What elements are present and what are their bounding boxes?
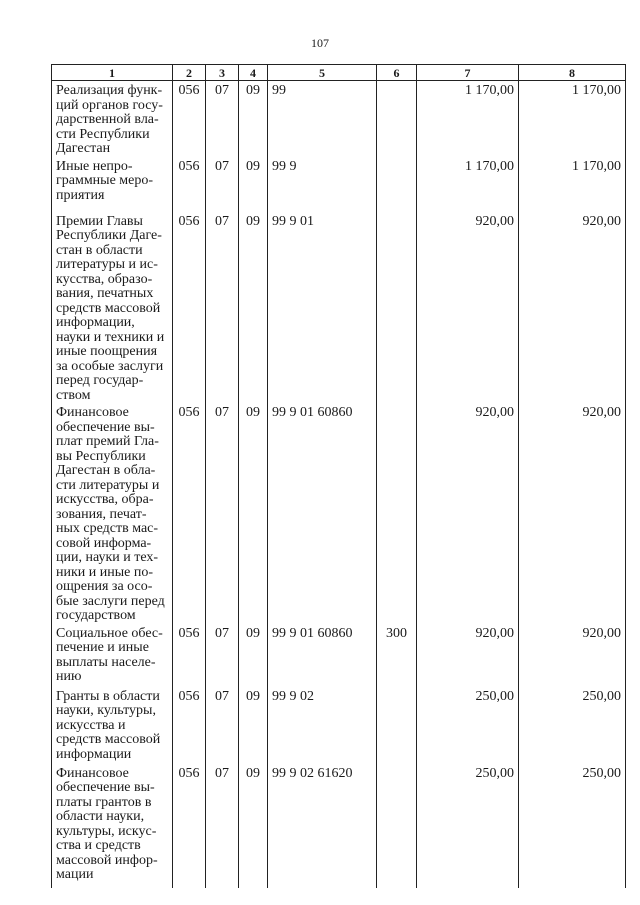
- expense-type-code: [377, 157, 417, 212]
- name-line: плат премий Гла-: [56, 434, 159, 449]
- name-line: ных средств мас-: [56, 521, 159, 536]
- name-line: Гранты в области: [56, 688, 160, 704]
- table-row: [52, 624, 626, 687]
- subsection-code: 09: [239, 212, 268, 404]
- name-line: культуры, искус-: [56, 823, 157, 839]
- amount-col8: 1 170,00: [519, 157, 626, 212]
- name-line: обеспечение вы-: [56, 419, 155, 435]
- name-line: области науки,: [56, 809, 145, 824]
- name-line: приятия: [56, 187, 105, 203]
- header-cell: 7: [417, 65, 519, 81]
- subsection-code: 09: [239, 624, 268, 687]
- ministry-code: 056: [173, 81, 206, 157]
- amount-col7: 250,00: [417, 764, 519, 888]
- name-line: ством: [56, 387, 91, 403]
- name-line: дарственной вла-: [56, 112, 159, 127]
- name-line: государством: [56, 608, 136, 623]
- table-row: [52, 764, 626, 888]
- name-line: Реализация функ-: [56, 83, 163, 98]
- name-line: ники и иные по-: [56, 564, 154, 580]
- name-line: граммные меро-: [56, 173, 154, 188]
- name-line: совой информа-: [56, 535, 152, 551]
- name-line: кусства, образо-: [56, 271, 153, 287]
- subsection-code: 09: [239, 403, 268, 624]
- table-row: [52, 81, 626, 157]
- name-line: Финансовое: [56, 405, 129, 420]
- name-line: Социальное обес-: [56, 625, 163, 641]
- header-cell: 1: [52, 65, 173, 81]
- expense-type-code: [377, 764, 417, 888]
- ministry-code: 056: [173, 403, 206, 624]
- name-line: средств массовой: [56, 732, 161, 747]
- item-name: [52, 212, 173, 404]
- target-article-code: 99: [268, 81, 377, 157]
- target-article-code: 99 9 01: [268, 212, 377, 404]
- ministry-code: 056: [173, 624, 206, 687]
- name-line: за особые заслуги: [56, 358, 164, 374]
- name-line: ства и средств: [56, 838, 141, 853]
- name-line: Дагестан в обла-: [56, 463, 156, 478]
- name-line: обеспечение вы-: [56, 780, 155, 795]
- name-line: искусства и: [56, 717, 126, 733]
- table-row: [52, 687, 626, 764]
- name-line: Иные непро-: [56, 158, 133, 174]
- expense-type-code: [377, 81, 417, 157]
- target-article-code: 99 9: [268, 157, 377, 212]
- section-code: 07: [206, 81, 239, 157]
- name-line: средств массовой: [56, 300, 161, 316]
- target-article-code: 99 9 01 60860: [268, 403, 377, 624]
- section-code: 07: [206, 624, 239, 687]
- name-line: Дагестан: [56, 141, 111, 156]
- amount-col7: 920,00: [417, 212, 519, 404]
- name-line: литературы и ис-: [56, 257, 158, 272]
- name-line: стан в области: [56, 242, 143, 258]
- name-line: информации,: [56, 315, 135, 330]
- name-line: зования, печат-: [56, 506, 147, 522]
- expense-type-code: [377, 687, 417, 764]
- name-line: перед государ-: [56, 373, 144, 388]
- name-line: сти Республики: [56, 126, 150, 142]
- amount-col8: 920,00: [519, 624, 626, 687]
- expense-type-code: [377, 212, 417, 404]
- header-cell: 8: [519, 65, 626, 81]
- name-line: мации: [56, 867, 94, 882]
- item-name: [52, 403, 173, 624]
- section-code: 07: [206, 212, 239, 404]
- header-cell: 6: [377, 65, 417, 81]
- ministry-code: 056: [173, 212, 206, 404]
- name-line: ций органов госу-: [56, 97, 163, 113]
- header-cell: 5: [268, 65, 377, 81]
- header-row: [52, 65, 626, 81]
- ministry-code: 056: [173, 157, 206, 212]
- amount-col7: 1 170,00: [417, 157, 519, 212]
- name-line: ощрения за осо-: [56, 579, 153, 594]
- name-line: вания, печатных: [56, 286, 154, 301]
- name-line: выплаты населе-: [56, 654, 156, 670]
- table-row: [52, 157, 626, 212]
- table-row: [52, 212, 626, 404]
- amount-col7: 920,00: [417, 403, 519, 624]
- header-cell: 3: [206, 65, 239, 81]
- ministry-code: 056: [173, 764, 206, 888]
- section-code: 07: [206, 687, 239, 764]
- name-line: вы Республики: [56, 448, 146, 464]
- header-cell: 2: [173, 65, 206, 81]
- target-article-code: 99 9 02: [268, 687, 377, 764]
- name-line: науки, культуры,: [56, 703, 156, 718]
- expense-type-code: 300: [377, 624, 417, 687]
- header-cell: 4: [239, 65, 268, 81]
- page-number: 107: [311, 36, 329, 50]
- amount-col8: 920,00: [519, 403, 626, 624]
- name-line: массовой инфор-: [56, 852, 158, 868]
- subsection-code: 09: [239, 81, 268, 157]
- name-line: сти литературы и: [56, 477, 160, 493]
- budget-table: [51, 64, 626, 888]
- amount-col7: 920,00: [417, 624, 519, 687]
- name-line: платы грантов в: [56, 794, 152, 810]
- table-row: [52, 403, 626, 624]
- section-code: 07: [206, 403, 239, 624]
- name-line: бые заслуги перед: [56, 593, 165, 609]
- name-line: Финансовое: [56, 765, 129, 781]
- amount-col8: 920,00: [519, 212, 626, 404]
- amount-col7: 1 170,00: [417, 81, 519, 157]
- name-line: печение и иные: [56, 640, 149, 655]
- name-line: науки и техники и: [56, 329, 165, 345]
- amount-col8: 250,00: [519, 687, 626, 764]
- name-line: Премии Главы: [56, 213, 143, 229]
- name-line: Республики Даге-: [56, 228, 162, 243]
- section-code: 07: [206, 764, 239, 888]
- name-line: информации: [56, 746, 132, 762]
- item-name: [52, 687, 173, 764]
- amount-col8: 1 170,00: [519, 81, 626, 157]
- target-article-code: 99 9 01 60860: [268, 624, 377, 687]
- name-line: нию: [56, 669, 82, 684]
- target-article-code: 99 9 02 61620: [268, 764, 377, 888]
- amount-col8: 250,00: [519, 764, 626, 888]
- subsection-code: 09: [239, 764, 268, 888]
- expense-type-code: [377, 403, 417, 624]
- item-name: [52, 81, 173, 157]
- subsection-code: 09: [239, 157, 268, 212]
- item-name: [52, 764, 173, 888]
- section-code: 07: [206, 157, 239, 212]
- name-line: иные поощрения: [56, 344, 158, 359]
- name-line: ции, науки и тех-: [56, 550, 159, 565]
- subsection-code: 09: [239, 687, 268, 764]
- item-name: [52, 624, 173, 687]
- amount-col7: 250,00: [417, 687, 519, 764]
- item-name: [52, 157, 173, 212]
- name-line: искусства, обра-: [56, 492, 154, 507]
- ministry-code: 056: [173, 687, 206, 764]
